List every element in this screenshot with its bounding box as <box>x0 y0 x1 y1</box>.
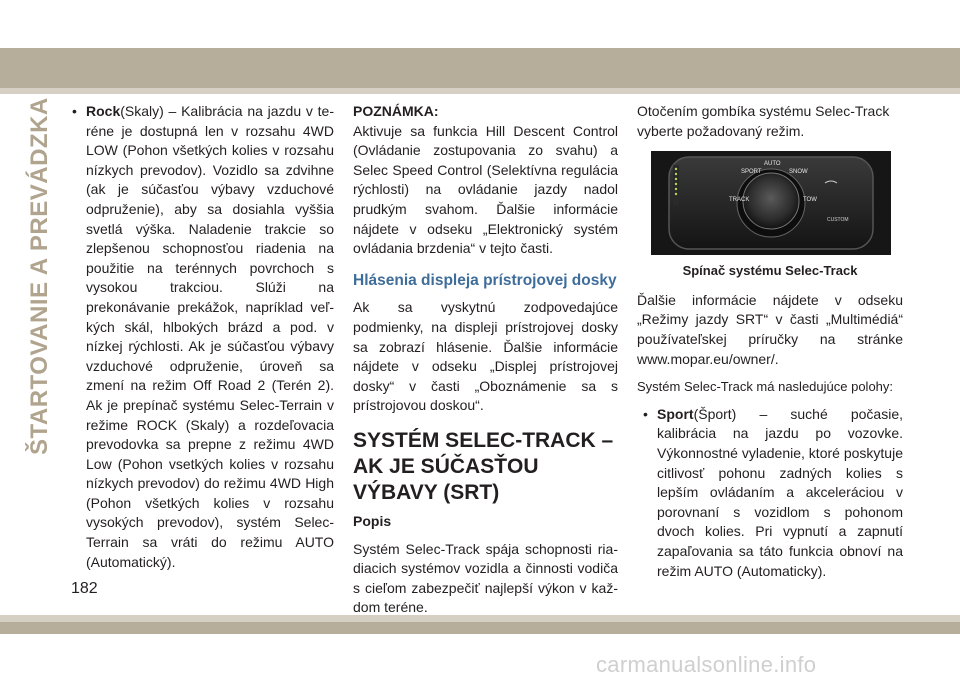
photo-label-track: TRACK <box>729 197 750 204</box>
watermark: carmanualsonline.info <box>596 652 817 677</box>
footer-bar <box>0 622 960 634</box>
bullet-text: (Skaly) – Kalibrácia na jazdu v teréne je dostupná len v rozsahu 4WD LOW (Pohon všetkých kolies v rozsahu nízkych prevodov). Vozidlo sa zdvihne (ak je súčasťou výbavy vzduchové odpruženie), aby sa dosiahla vyššia svetlá výška. Naladenie trakcie so zlepšenou schopnosťou riadenia na použitie na terénnych povrchoch s vysokou trakciou. Slúži na prekonávanie prekážok, napríklad veľkých skál, hlbokých brázd a pod. v nízkej rýchlosti. Ak je súčasťou výbavy vzduchové odpruženie, úroveň sa zmení na režim Off Road 2 (Terén 2). Ak je prepínač systému Selec-Terrain v režime ROCK (Skaly) a rozdeľovacia prevodovka sa prepne z režimu 4WD Low (Pohon vsetkých kolies v rozsahu nízkych prevodov) do režimu 4WD High (Pohon všetkých kolies v rozsahu vysokých prevodov), systém Selec-Terrain sa vráti do režimu AUTO (Automatický). <box>86 103 334 570</box>
section-heading-display-messages: Hlásenia displeja prístrojovej dosky <box>353 271 617 289</box>
bullet-rock <box>66 102 334 572</box>
subheading-description: Popis <box>353 512 392 529</box>
section-side-label: ŠTARTOVANIE A PREVÁDZKA <box>26 97 53 455</box>
photo-label-custom: CUSTOM <box>827 217 849 224</box>
header-bar <box>0 48 960 88</box>
bullet-dot: • <box>643 405 648 422</box>
intro-paragraph: Otočením gombíka systému Selec-Track vyberte požadovaný režim. <box>637 103 890 139</box>
photo-label-tow: TOW <box>803 197 817 204</box>
selec-track-switch-illustration <box>651 151 891 255</box>
photo-label-auto: AUTO <box>764 161 781 168</box>
note-title: POZNÁMKA: <box>353 103 439 119</box>
footer-band <box>0 615 960 622</box>
column-2 <box>353 102 618 618</box>
description-paragraph: Systém Selec-Track spája schopnosti riadiacich systémov vozidla a činnosti vodiča s cieľom zabezpečiť najlepší výkon v každom teréne. <box>353 540 618 616</box>
bullet-term: Rock <box>86 103 121 119</box>
header-band <box>0 88 960 94</box>
bullet-term: Sport <box>657 405 694 422</box>
page-number: 182 <box>71 580 98 597</box>
selec-track-switch-photo <box>651 151 891 255</box>
photo-caption: Spínač systému Selec-Track <box>682 263 858 279</box>
photo-label-snow: SNOW <box>789 169 808 176</box>
bullet-text: (Šport) – suché počasie, kalibrácia na jazdu po vozovke. Výkonnostné vyladenie, ktoré poskytuje citlivosť pohonu zadných kolies s lepším ovládaním a akceleráciou v porovnaní s vozidlom s pohonom dvoch kolies. Pri vypnutí a zapnutí zapaľovania sa táto funkcia obnoví na režim AUTO (Automaticky). <box>657 405 903 579</box>
bullet-sport <box>637 405 903 581</box>
srt-modes-paragraph: Ďalšie informácie nájdete v odseku „Režimy jazdy SRT“ v časti „Multimédiá“ používateľskej príručky na stránke www.mopar.eu/owner/. <box>637 291 903 367</box>
display-messages-paragraph: Ak sa vyskytnú zodpovedajúce podmienky, na displeji prístrojovej dosky sa zobrazí hlásenie. Ďalšie informácie nájdete v odseku „Displej prístrojovej dosky“ v časti „Oboznámenie sa s prístrojovou doskou“. <box>353 299 618 414</box>
positions-paragraph: Systém Selec-Track má nasledujúce polohy: <box>637 379 894 395</box>
column-3 <box>637 102 903 581</box>
column-1 <box>66 102 334 572</box>
photo-label-sport: SPORT <box>741 169 762 176</box>
note-text: Aktivuje sa funkcia Hill Descent Control (Ovládanie zostupovania zo svahu) a Selec Speed Control (Selektívna regulácia rýchlosti) na ovládanie jazdy nadol prudkým svahom. Ďalšie informácie nájdete v odseku „Elektronický systém ovládania brzdenia“ v tejto časti. <box>353 122 618 257</box>
bullet-dot: • <box>72 103 77 119</box>
section-heading-selec-track: SYSTÉM SELEC-TRACK – AK JE SÚČASŤOU VÝBAVY (SRT) <box>353 428 614 504</box>
